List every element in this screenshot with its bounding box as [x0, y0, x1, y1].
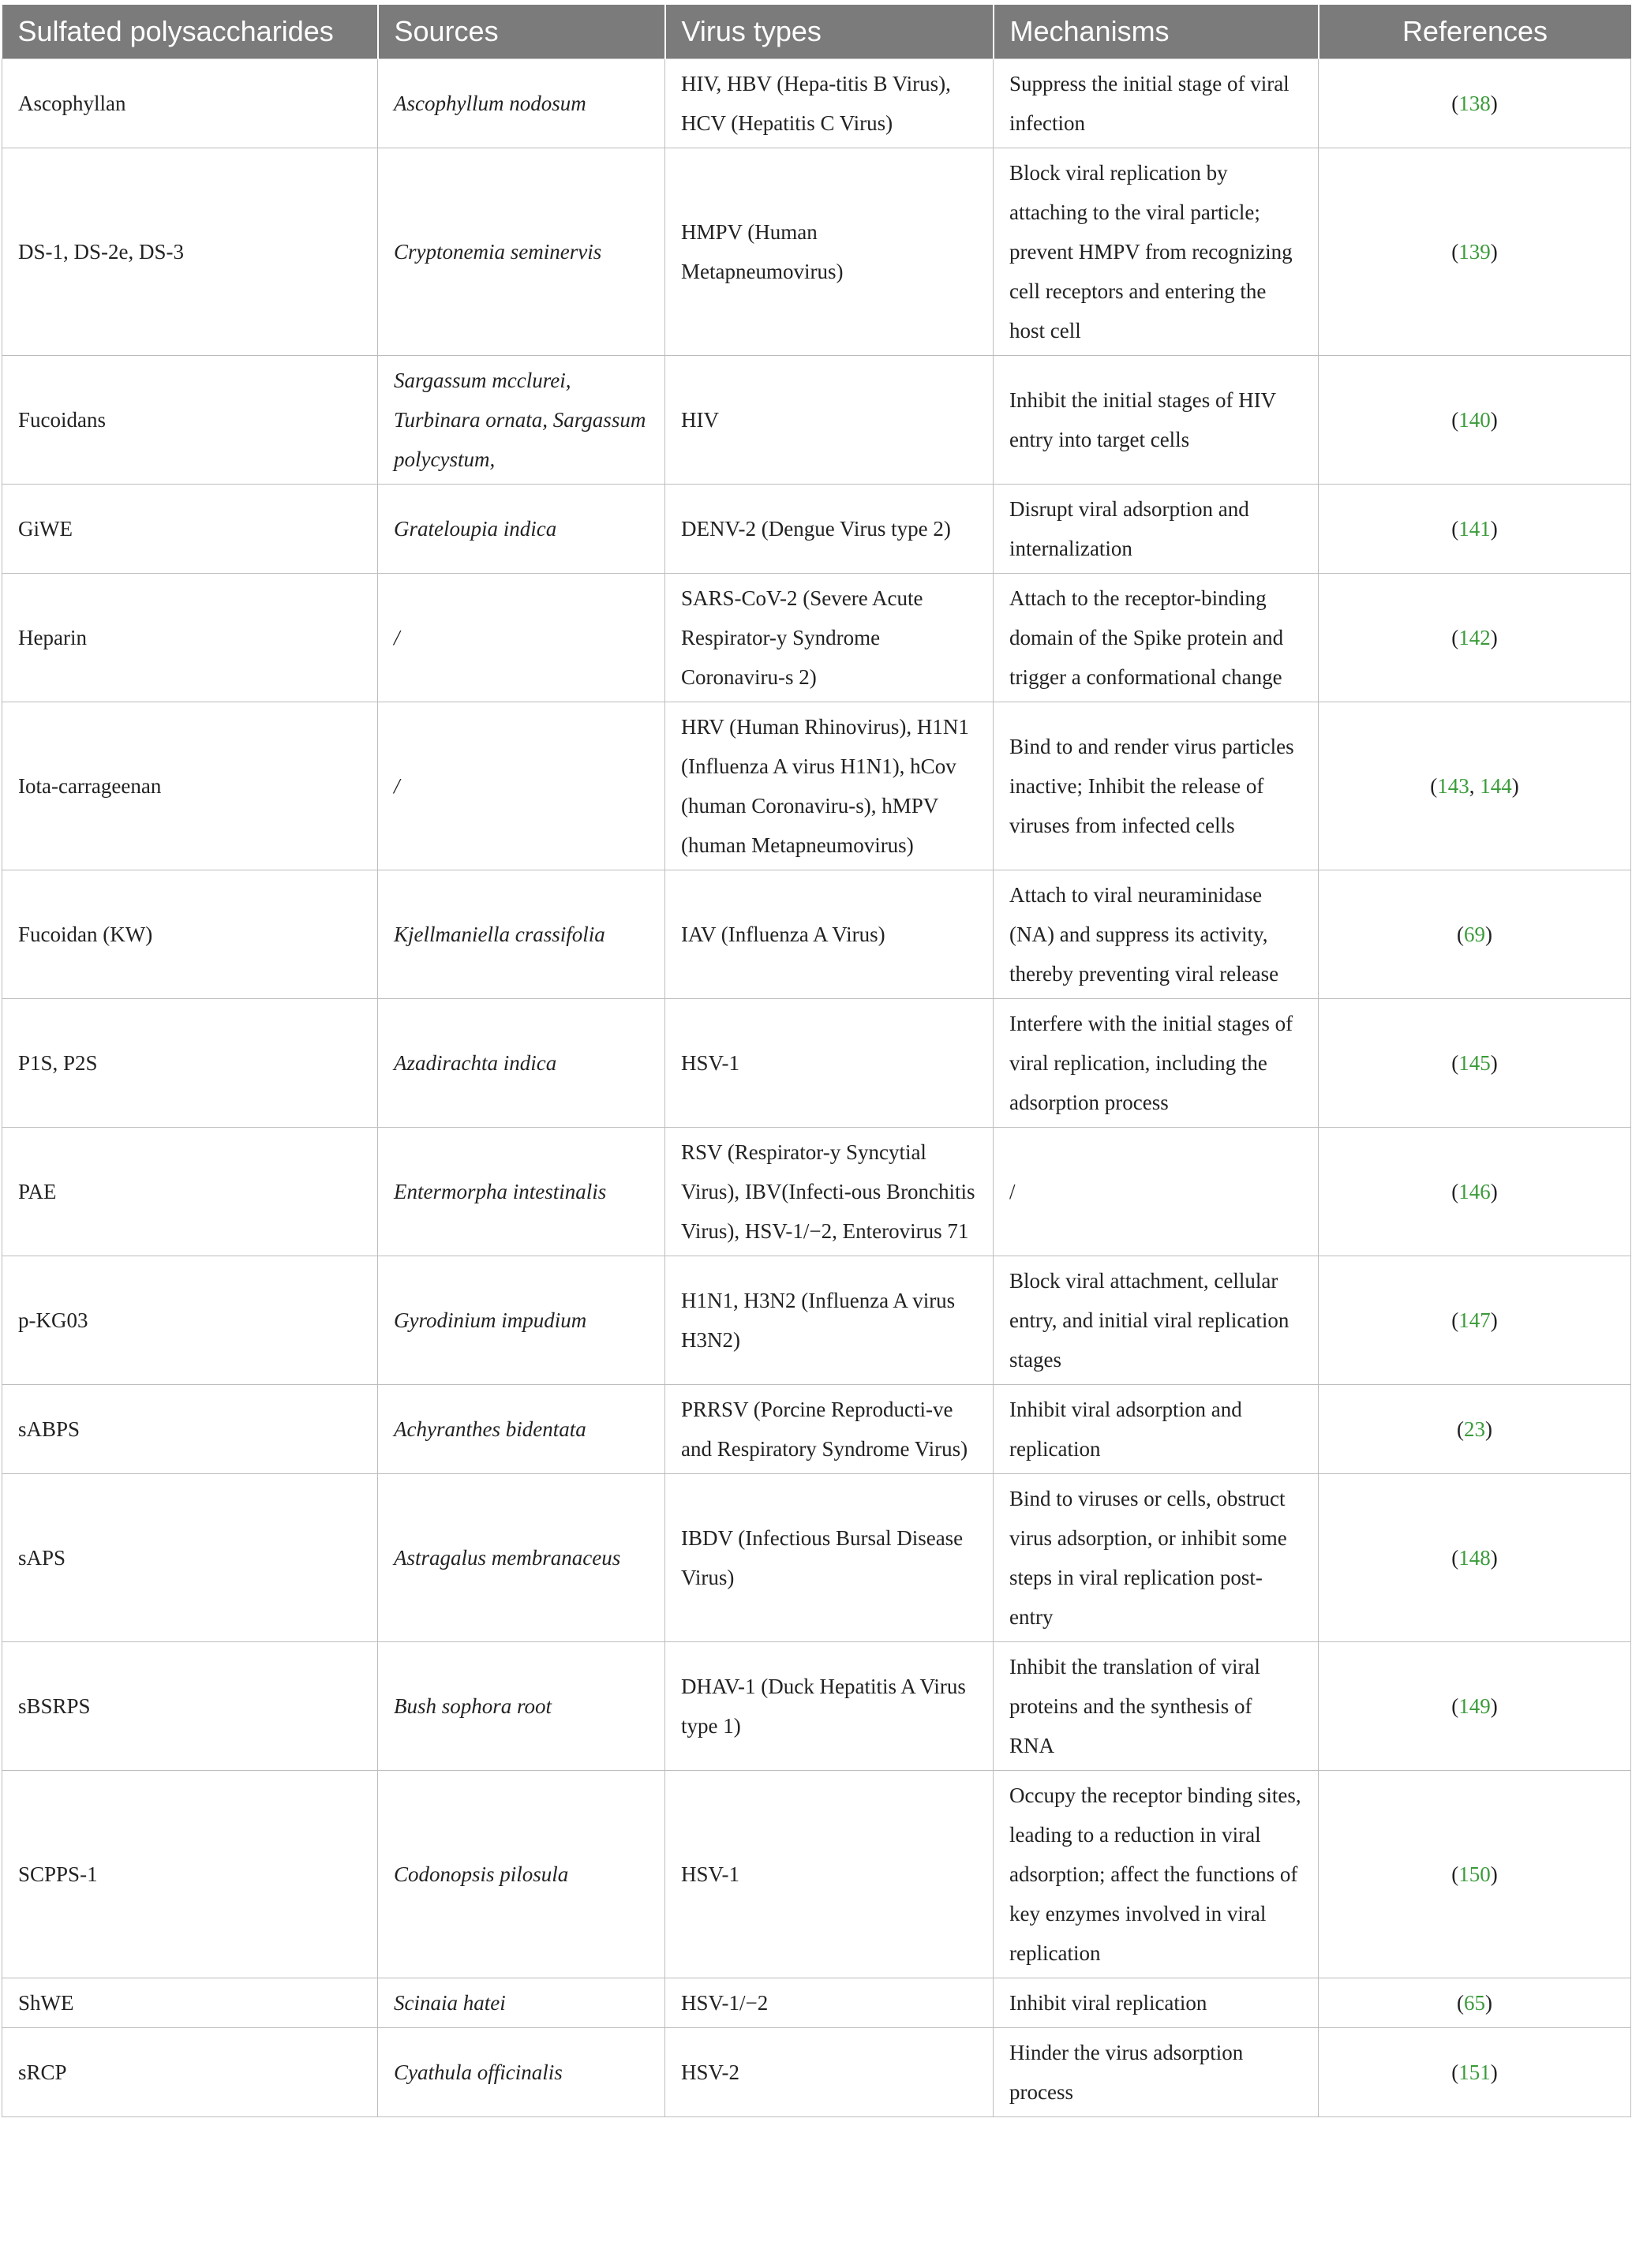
cell-virus-types: RSV (Respirator-y Syncytial Virus), IBV(Infecti-ous Bronchitis Virus), HSV-1/−2, Enterovirus 71 [665, 1128, 994, 1256]
cell-references: (145) [1319, 999, 1631, 1128]
cell-mechanism: Block viral replication by attaching to the viral particle; prevent HMPV from recognizing cell receptors and entering the host cell [994, 148, 1319, 356]
reference-link[interactable]: 143 [1437, 774, 1469, 798]
cell-source: Achyranthes bidentata [378, 1385, 665, 1474]
cell-virus-types: HSV-2 [665, 2028, 994, 2117]
cell-source: Grateloupia indica [378, 485, 665, 574]
cell-source: Scinaia hatei [378, 1978, 665, 2028]
cell-virus-types: HSV-1 [665, 1771, 994, 1978]
cell-source: Bush sophora root [378, 1642, 665, 1771]
cell-mechanism: Occupy the receptor binding sites, leading to a reduction in viral adsorption; affect the functions of key enzymes involved in viral replication [994, 1771, 1319, 1978]
cell-virus-types: IAV (Influenza A Virus) [665, 870, 994, 999]
cell-mechanism: Attach to the receptor-binding domain of the Spike protein and trigger a conformational change [994, 574, 1319, 702]
reference-link[interactable]: 139 [1458, 240, 1491, 264]
reference-link[interactable]: 146 [1458, 1180, 1491, 1203]
cell-mechanism: Bind to and render virus particles inactive; Inhibit the release of viruses from infected cells [994, 702, 1319, 870]
cell-source: Kjellmaniella crassifolia [378, 870, 665, 999]
table-row [2, 1642, 1631, 1771]
cell-references: (148) [1319, 1474, 1631, 1642]
cell-references: (141) [1319, 485, 1631, 574]
cell-source: Entermorpha intestinalis [378, 1128, 665, 1256]
table-header-row [2, 5, 1631, 59]
cell-polysaccharide: SCPPS-1 [2, 1771, 378, 1978]
cell-polysaccharide: Iota-carrageenan [2, 702, 378, 870]
cell-virus-types: HSV-1/−2 [665, 1978, 994, 2028]
cell-polysaccharide: Fucoidan (KW) [2, 870, 378, 999]
cell-source: / [378, 574, 665, 702]
cell-mechanism: Inhibit the initial stages of HIV entry into target cells [994, 356, 1319, 485]
cell-virus-types: HMPV (Human Metapneumovirus) [665, 148, 994, 356]
cell-references: (149) [1319, 1642, 1631, 1771]
cell-source: Cryptonemia seminervis [378, 148, 665, 356]
cell-references: (138) [1319, 59, 1631, 148]
cell-mechanism: Suppress the initial stage of viral infection [994, 59, 1319, 148]
cell-virus-types: PRRSV (Porcine Reproducti-ve and Respiratory Syndrome Virus) [665, 1385, 994, 1474]
reference-link[interactable]: 144 [1480, 774, 1512, 798]
header-sources: Sources [378, 5, 665, 59]
cell-mechanism: Inhibit viral replication [994, 1978, 1319, 2028]
reference-link[interactable]: 141 [1458, 517, 1491, 541]
table-row [2, 702, 1631, 870]
cell-virus-types: HSV-1 [665, 999, 994, 1128]
cell-source: Azadirachta indica [378, 999, 665, 1128]
cell-virus-types: SARS-CoV-2 (Severe Acute Respirator-y Syndrome Coronaviru-s 2) [665, 574, 994, 702]
cell-references: (23) [1319, 1385, 1631, 1474]
reference-link[interactable]: 150 [1458, 1862, 1491, 1886]
cell-polysaccharide: Heparin [2, 574, 378, 702]
table-row [2, 870, 1631, 999]
header-virus-types: Virus types [665, 5, 994, 59]
cell-virus-types: IBDV (Infectious Bursal Disease Virus) [665, 1474, 994, 1642]
reference-link[interactable]: 140 [1458, 408, 1491, 432]
cell-source: Sargassum mcclurei, Turbinara ornata, Sargassum polycystum, [378, 356, 665, 485]
cell-polysaccharide: Fucoidans [2, 356, 378, 485]
cell-polysaccharide: sRCP [2, 2028, 378, 2117]
cell-polysaccharide: PAE [2, 1128, 378, 1256]
table-row [2, 148, 1631, 356]
cell-references: (65) [1319, 1978, 1631, 2028]
cell-mechanism: Inhibit the translation of viral proteins and the synthesis of RNA [994, 1642, 1319, 1771]
cell-source: / [378, 702, 665, 870]
cell-references: (140) [1319, 356, 1631, 485]
reference-link[interactable]: 142 [1458, 626, 1491, 649]
reference-link[interactable]: 151 [1458, 2060, 1491, 2084]
reference-link[interactable]: 147 [1458, 1308, 1491, 1332]
table-row [2, 59, 1631, 148]
cell-source: Cyathula officinalis [378, 2028, 665, 2117]
table-row [2, 1385, 1631, 1474]
cell-polysaccharide: DS-1, DS-2e, DS-3 [2, 148, 378, 356]
cell-references: (146) [1319, 1128, 1631, 1256]
reference-link[interactable]: 145 [1458, 1051, 1491, 1075]
table-row [2, 1978, 1631, 2028]
cell-polysaccharide: Ascophyllan [2, 59, 378, 148]
table-row [2, 1256, 1631, 1385]
table-body [2, 59, 1631, 2117]
table-row [2, 485, 1631, 574]
header-references: References [1319, 5, 1631, 59]
cell-source: Codonopsis pilosula [378, 1771, 665, 1978]
cell-references: (142) [1319, 574, 1631, 702]
reference-link[interactable]: 69 [1464, 923, 1485, 946]
cell-polysaccharide: sAPS [2, 1474, 378, 1642]
polysaccharide-table [2, 5, 1631, 2117]
cell-mechanism: Interfere with the initial stages of viral replication, including the adsorption process [994, 999, 1319, 1128]
cell-source: Gyrodinium impudium [378, 1256, 665, 1385]
cell-references: (150) [1319, 1771, 1631, 1978]
cell-polysaccharide: sABPS [2, 1385, 378, 1474]
cell-mechanism: Hinder the virus adsorption process [994, 2028, 1319, 2117]
cell-mechanism: / [994, 1128, 1319, 1256]
cell-polysaccharide: ShWE [2, 1978, 378, 2028]
cell-polysaccharide: P1S, P2S [2, 999, 378, 1128]
table-row [2, 1771, 1631, 1978]
table-row [2, 1128, 1631, 1256]
cell-polysaccharide: p-KG03 [2, 1256, 378, 1385]
table-row [2, 2028, 1631, 2117]
reference-link[interactable]: 149 [1458, 1694, 1491, 1718]
header-sulfated-polysaccharides: Sulfated polysaccharides [2, 5, 378, 59]
cell-virus-types: HIV, HBV (Hepa-titis B Virus), HCV (Hepatitis C Virus) [665, 59, 994, 148]
table-row [2, 1474, 1631, 1642]
reference-link[interactable]: 138 [1458, 92, 1491, 115]
cell-mechanism: Attach to viral neuraminidase (NA) and suppress its activity, thereby preventing viral release [994, 870, 1319, 999]
header-mechanisms: Mechanisms [994, 5, 1319, 59]
cell-references: (143, 144) [1319, 702, 1631, 870]
cell-polysaccharide: GiWE [2, 485, 378, 574]
cell-mechanism: Disrupt viral adsorption and internalization [994, 485, 1319, 574]
cell-virus-types: H1N1, H3N2 (Influenza A virus H3N2) [665, 1256, 994, 1385]
cell-mechanism: Bind to viruses or cells, obstruct virus adsorption, or inhibit some steps in viral replication post-entry [994, 1474, 1319, 1642]
cell-references: (69) [1319, 870, 1631, 999]
reference-link[interactable]: 148 [1458, 1546, 1491, 1570]
cell-source: Ascophyllum nodosum [378, 59, 665, 148]
table-row [2, 356, 1631, 485]
table-row [2, 999, 1631, 1128]
cell-virus-types: DENV-2 (Dengue Virus type 2) [665, 485, 994, 574]
cell-virus-types: HRV (Human Rhinovirus), H1N1 (Influenza A virus H1N1), hCov (human Coronaviru-s), hMPV (human Metapneumovirus) [665, 702, 994, 870]
reference-link[interactable]: 65 [1464, 1991, 1485, 2015]
cell-virus-types: HIV [665, 356, 994, 485]
cell-virus-types: DHAV-1 (Duck Hepatitis A Virus type 1) [665, 1642, 994, 1771]
table-row [2, 574, 1631, 702]
cell-references: (139) [1319, 148, 1631, 356]
cell-mechanism: Block viral attachment, cellular entry, and initial viral replication stages [994, 1256, 1319, 1385]
cell-source: Astragalus membranaceus [378, 1474, 665, 1642]
cell-references: (151) [1319, 2028, 1631, 2117]
reference-link[interactable]: 23 [1464, 1417, 1485, 1441]
cell-polysaccharide: sBSRPS [2, 1642, 378, 1771]
cell-references: (147) [1319, 1256, 1631, 1385]
cell-mechanism: Inhibit viral adsorption and replication [994, 1385, 1319, 1474]
